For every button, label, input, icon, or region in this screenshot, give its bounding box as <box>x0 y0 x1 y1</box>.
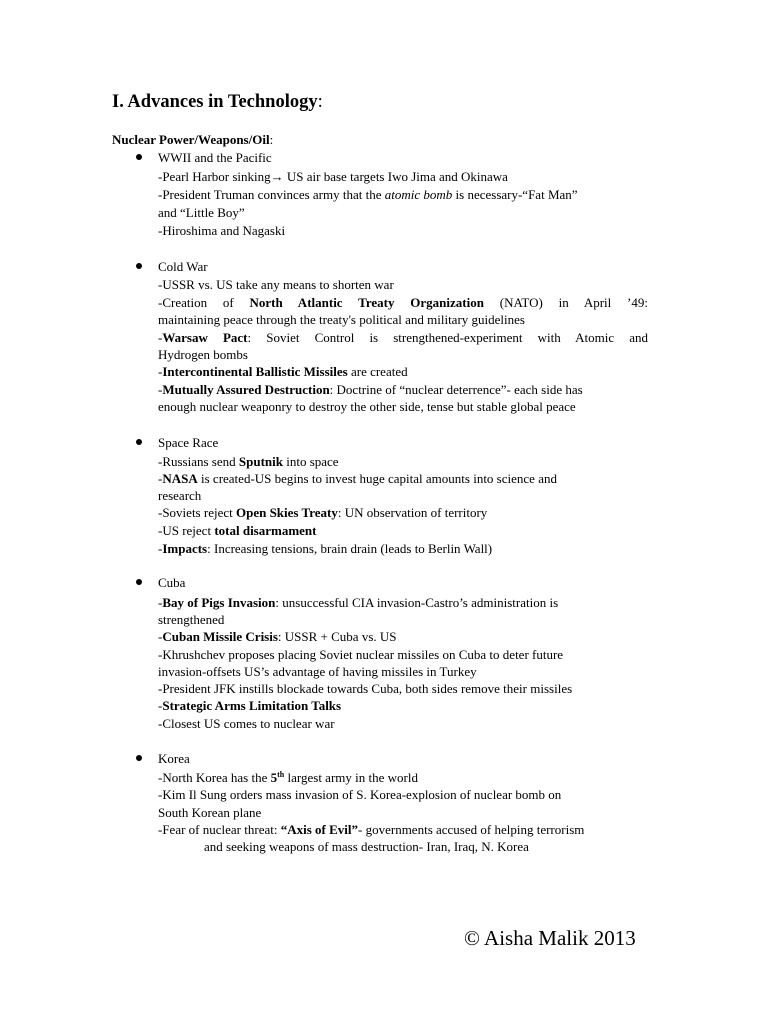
text-line: invasion-offsets US’s advantage of having missiles in Turkey <box>158 664 477 679</box>
topic-title-wwii: WWII and the Pacific <box>158 150 272 165</box>
text-line: -Soviets reject Open Skies Treaty: UN observation of territory <box>158 505 488 520</box>
text-line: maintaining peace through the treaty's political and military guidelines <box>158 312 525 327</box>
text-line: -Kim Il Sung orders mass invasion of S. Korea-explosion of nuclear bomb on <box>158 787 562 802</box>
text-line: South Korean plane <box>158 805 262 820</box>
text-line: -Fear of nuclear threat: “Axis of Evil”- governments accused of helping terrorism <box>158 822 585 837</box>
text-line: -Cuban Missile Crisis: USSR + Cuba vs. US <box>158 629 397 644</box>
page-title: I. Advances in Technology: <box>112 92 323 112</box>
text-line: enough nuclear weaponry to destroy the other side, tense but stable global peace <box>158 399 576 414</box>
arrow-right-icon: → <box>270 169 284 184</box>
text-line: -NASA is created-US begins to invest huge capital amounts into science and <box>158 471 557 486</box>
text-line: Hydrogen bombs <box>158 347 248 362</box>
text-line: -President JFK instills blockade towards Cuba, both sides remove their missiles <box>158 681 573 696</box>
topic-title-korea: Korea <box>158 751 190 766</box>
text-line: strengthened <box>158 612 225 627</box>
topic-title-space-race: Space Race <box>158 435 219 450</box>
text-line: -US reject total disarmament <box>158 523 317 538</box>
text-line: -Intercontinental Ballistic Missiles are created <box>158 364 408 379</box>
text-line: -Russians send Sputnik into space <box>158 454 339 469</box>
section-heading-nuclear: Nuclear Power/Weapons/Oil: <box>112 132 274 147</box>
text-line: -Pearl Harbor sinking→ US air base targets Iwo Jima and Okinawa <box>158 169 508 184</box>
text-line: -Hiroshima and Nagaski <box>158 223 286 238</box>
bullet-icon <box>136 263 142 269</box>
text-line: -Impacts: Increasing tensions, brain drain (leads to Berlin Wall) <box>158 541 493 556</box>
topic-title-cuba: Cuba <box>158 575 186 590</box>
bullet-icon <box>136 439 142 445</box>
copyright-notice: © Aisha Malik 2013 <box>464 926 636 950</box>
text-line: -Closest US comes to nuclear war <box>158 716 335 731</box>
text-line: -USSR vs. US take any means to shorten war <box>158 277 394 292</box>
topic-title-cold-war: Cold War <box>158 259 208 274</box>
text-line: -Mutually Assured Destruction: Doctrine of “nuclear deterrence”- each side has <box>158 382 583 397</box>
text-line: -Bay of Pigs Invasion: unsuccessful CIA invasion-Castro’s administration is <box>158 595 559 610</box>
text-line: -President Truman convinces army that the atomic bomb is necessary-“Fat Man” <box>158 187 578 202</box>
text-line: -Creation of North Atlantic Treaty Organization (NATO) in April ’49: <box>158 295 648 310</box>
bullet-icon <box>136 154 142 160</box>
text-line: and “Little Boy” <box>158 205 245 220</box>
text-line: -Strategic Arms Limitation Talks <box>158 698 342 713</box>
bullet-icon <box>136 755 142 761</box>
text-line: research <box>158 488 202 503</box>
text-line: -Khrushchev proposes placing Soviet nuclear missiles on Cuba to deter future <box>158 647 564 662</box>
text-line: -Warsaw Pact: Soviet Control is strengthened-experiment with Atomic and <box>158 330 648 345</box>
bullet-icon <box>136 579 142 585</box>
text-line: -North Korea has the 5th largest army in the world <box>158 770 418 785</box>
text-line: and seeking weapons of mass destruction- Iran, Iraq, N. Korea <box>204 839 529 854</box>
